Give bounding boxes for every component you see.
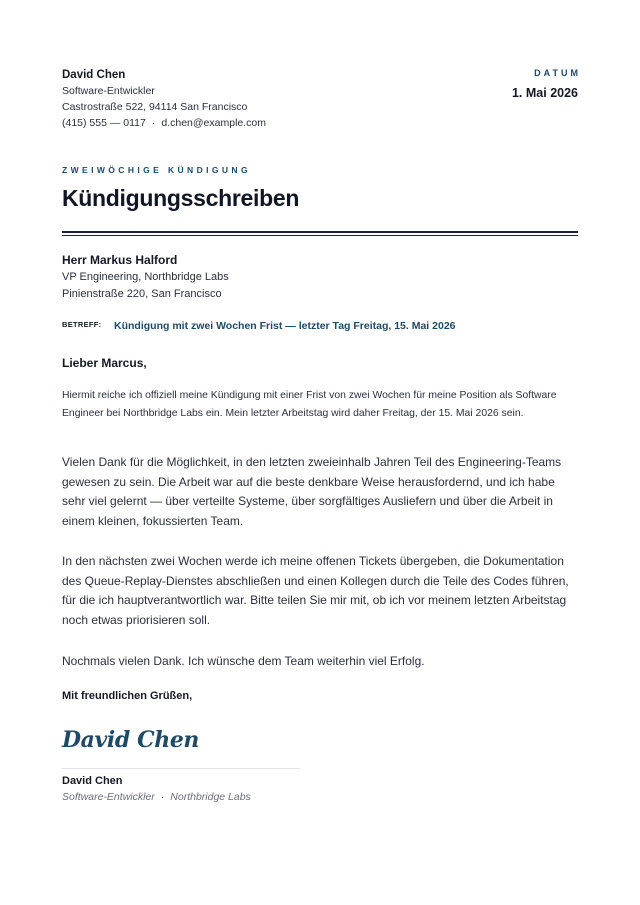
body-paragraph-3: In den nächsten zwei Wochen werde ich meine offenen Tickets übergeben, die Dokumentation des Queue-Replay-Dienstes abschließen und einen Kollegen durch die Teile des Codes führen, für die ich hauptverantwortlich war. Bitte teilen Sie mir mit, ob ich vor meinem letzten Arbeitstag noch etwas priorisieren soll. — [62, 554, 569, 627]
sender-name: David Chen — [62, 69, 126, 81]
sender-role: Software-Entwickler — [62, 85, 155, 97]
body-paragraph-4: Nochmals vielen Dank. Ich wünsche dem Team weiterhin viel Erfolg. — [62, 654, 425, 668]
document-eyebrow: ZWEIWÖCHIGE KÜNDIGUNG — [62, 165, 251, 175]
signature-script: David Chen — [62, 727, 200, 753]
salutation: Lieber Marcus, — [62, 356, 147, 370]
sender-contact — [62, 115, 266, 131]
recipient-role: VP Engineering, Northbridge Labs — [62, 271, 229, 283]
sender-block — [62, 67, 266, 131]
body-paragraph-2: Vielen Dank für die Möglichkeit, in den letzten zweieinhalb Jahren Teil des Engineering-Teams gewesen zu sein. Die Arbeit war auf die beste denkbare Weise herausfordernd, und ich habe sehr viel gelernt — über verteilte Systeme, über sorgfältiges Ausliefern und über die Arbeit in einem kleinen, fokussierten Team. — [62, 455, 562, 528]
subject-label: BETREFF: — [62, 320, 102, 329]
date-block — [511, 66, 581, 101]
signature-role-line — [62, 789, 251, 805]
recipient-block — [62, 252, 229, 303]
sender-email: d.chen@example.com — [161, 117, 267, 129]
recipient-address: Pinienstraße 220, San Francisco — [62, 288, 222, 300]
date-value: 1. Mai 2026 — [511, 86, 578, 100]
sender-address: Castrostraße 522, 94114 San Francisco — [62, 101, 248, 113]
signature-company: Northbridge Labs — [170, 791, 251, 803]
sender-phone: (415) 555 — 0117 — [62, 117, 146, 129]
signature-role: Software-Entwickler — [62, 791, 155, 803]
document-title: Kündigungsschreiben — [62, 185, 300, 211]
signature-name: David Chen — [62, 775, 123, 787]
body-paragraph-1: Hiermit reiche ich offiziell meine Kündigung mit einer Frist von zwei Wochen für meine Position als Software Engineer bei Northbridge Labs ein. Mein letzter Arbeitstag wird daher Freitag, der 15. Mai 2026 sein. — [62, 390, 557, 419]
recipient-name: Herr Markus Halford — [62, 253, 178, 267]
signature-divider — [62, 768, 300, 769]
letter-page — [62, 0, 581, 905]
title-divider — [62, 231, 578, 236]
date-label: DATUM — [534, 68, 581, 78]
signature-separator: · — [160, 791, 165, 803]
closing: Mit freundlichen Grüßen, — [62, 690, 193, 702]
contact-separator: · — [151, 117, 156, 129]
subject-text: Kündigung mit zwei Wochen Frist — letzter Tag Freitag, 15. Mai 2026 — [114, 320, 456, 332]
